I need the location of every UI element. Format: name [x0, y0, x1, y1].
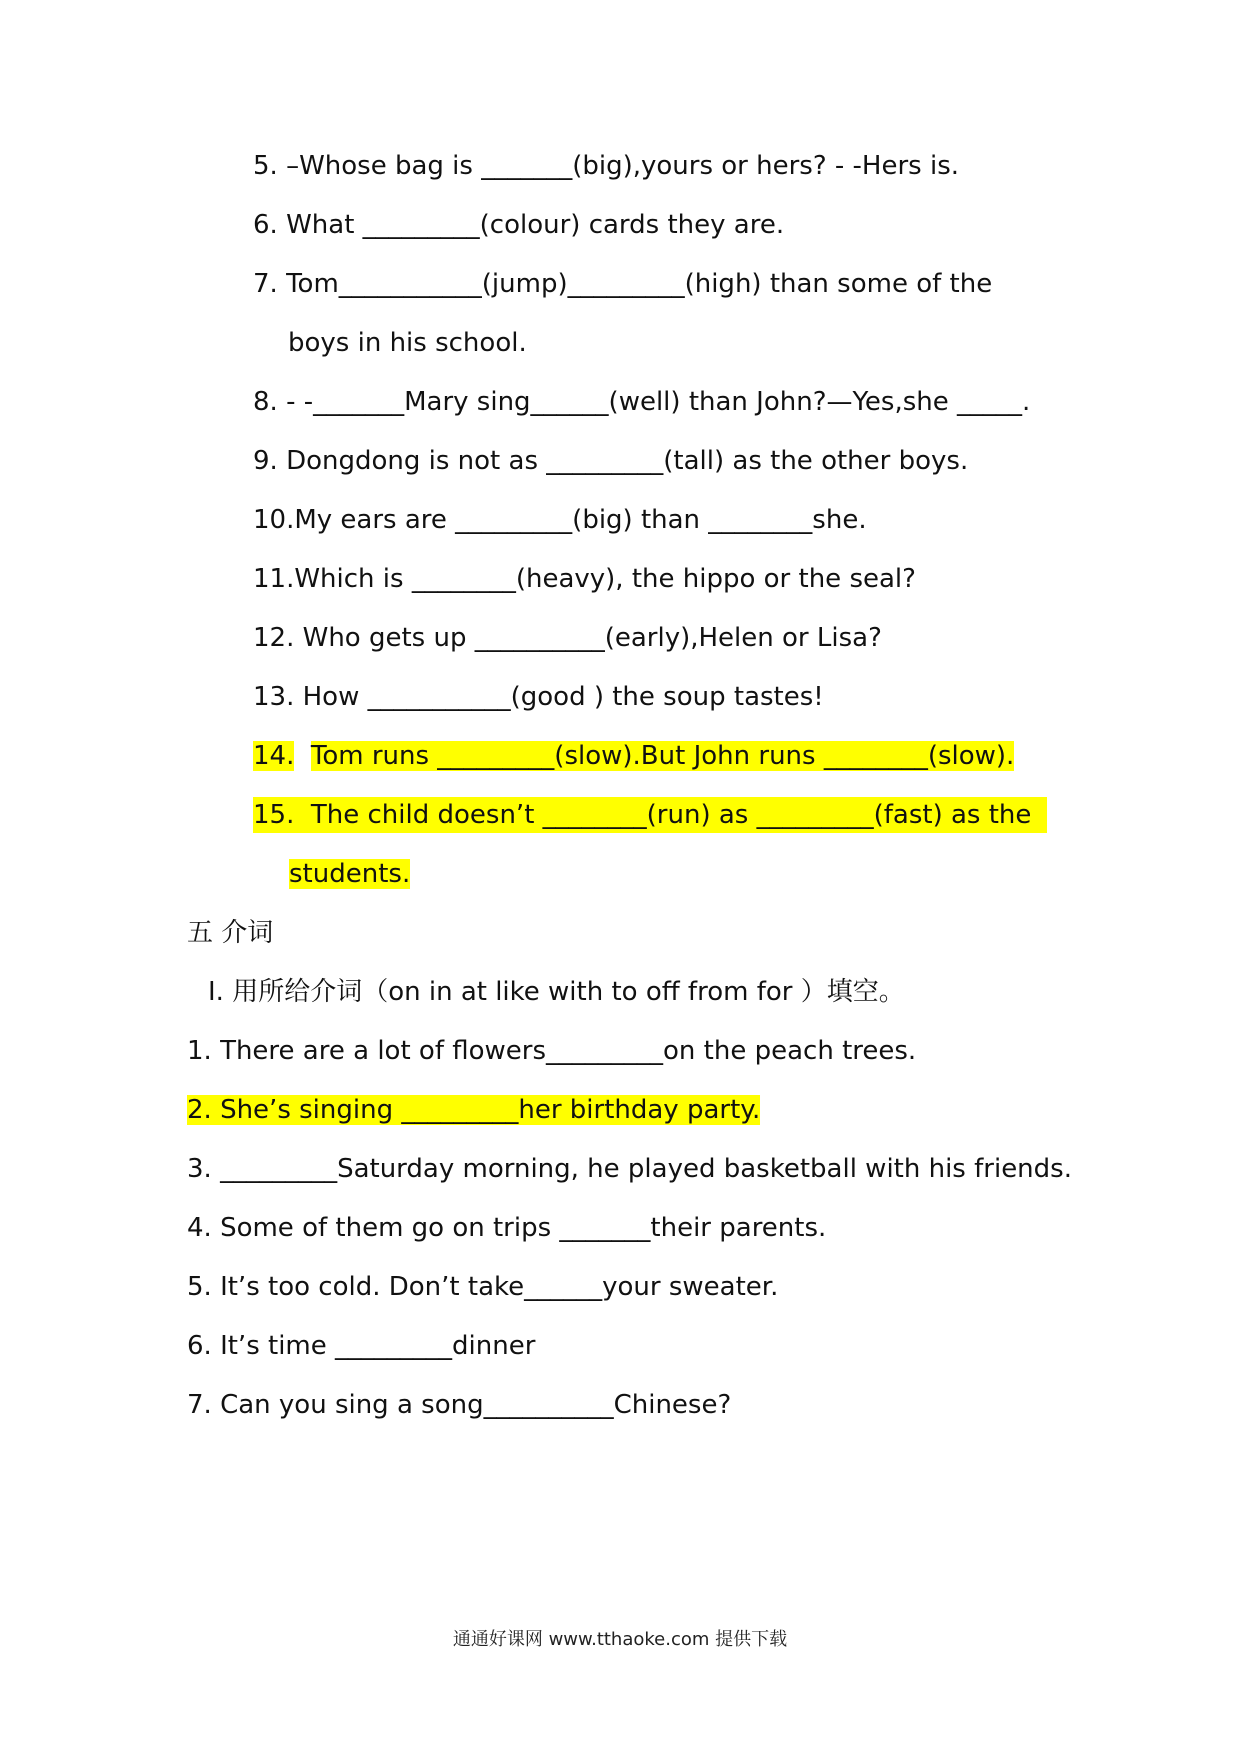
- question-5: 5. –Whose bag is _______(big),yours or hers? - -Hers is.: [253, 151, 960, 181]
- question-7-line-2: boys in his school.: [288, 328, 527, 358]
- question-11: 11.Which is ________(heavy), the hippo or the seal?: [253, 564, 916, 594]
- question-9: 9. Dongdong is not as _________(tall) as the other boys.: [253, 446, 969, 476]
- preposition-question-6: 6. It’s time _________dinner: [187, 1331, 536, 1361]
- question-14: [253, 738, 1014, 774]
- page-footer: 通通好课网 www.tthaoke.com 提供下载: [452, 1629, 788, 1650]
- preposition-question-2: [187, 1092, 760, 1128]
- preposition-question-2-text: 2. She’s singing _________her birthday party.: [187, 1095, 761, 1125]
- preposition-question-4: 4. Some of them go on trips _______their parents.: [187, 1213, 827, 1243]
- question-6: 6. What _________(colour) cards they are.: [253, 210, 785, 240]
- question-13: 13. How ___________(good ) the soup tastes!: [253, 682, 824, 712]
- section-instruction: Ⅰ. 用所给介词（on in at like with to off from for ）填空。: [208, 977, 905, 1007]
- section-title: 五 介词: [187, 918, 274, 948]
- question-15-number: 15.: [253, 800, 295, 830]
- question-8: 8. - -_______Mary sing______(well) than John?—Yes,she _____.: [253, 387, 1031, 417]
- question-15-text-b: students.: [289, 859, 411, 889]
- question-15-text-a: The child doesn’t ________(run) as _________(fast) as the: [310, 800, 1032, 830]
- question-14-number: 14.: [253, 741, 295, 771]
- question-15-line-1: [253, 797, 1047, 833]
- preposition-question-3: 3. _________Saturday morning, he played basketball with his friends.: [187, 1154, 1072, 1184]
- question-12: 12. Who gets up __________(early),Helen or Lisa?: [253, 623, 882, 653]
- question-14-text: Tom runs _________(slow).But John runs ________(slow).: [310, 741, 1015, 771]
- question-10: 10.My ears are _________(big) than ________she.: [253, 505, 867, 535]
- question-7-line-1: 7. Tom___________(jump)_________(high) than some of the: [253, 269, 993, 299]
- question-15-line-2: [289, 856, 410, 892]
- preposition-question-1: 1. There are a lot of flowers_________on the peach trees.: [187, 1036, 917, 1066]
- preposition-question-7: 7. Can you sing a song__________Chinese?: [187, 1390, 732, 1420]
- preposition-question-5: 5. It’s too cold. Don’t take______your sweater.: [187, 1272, 779, 1302]
